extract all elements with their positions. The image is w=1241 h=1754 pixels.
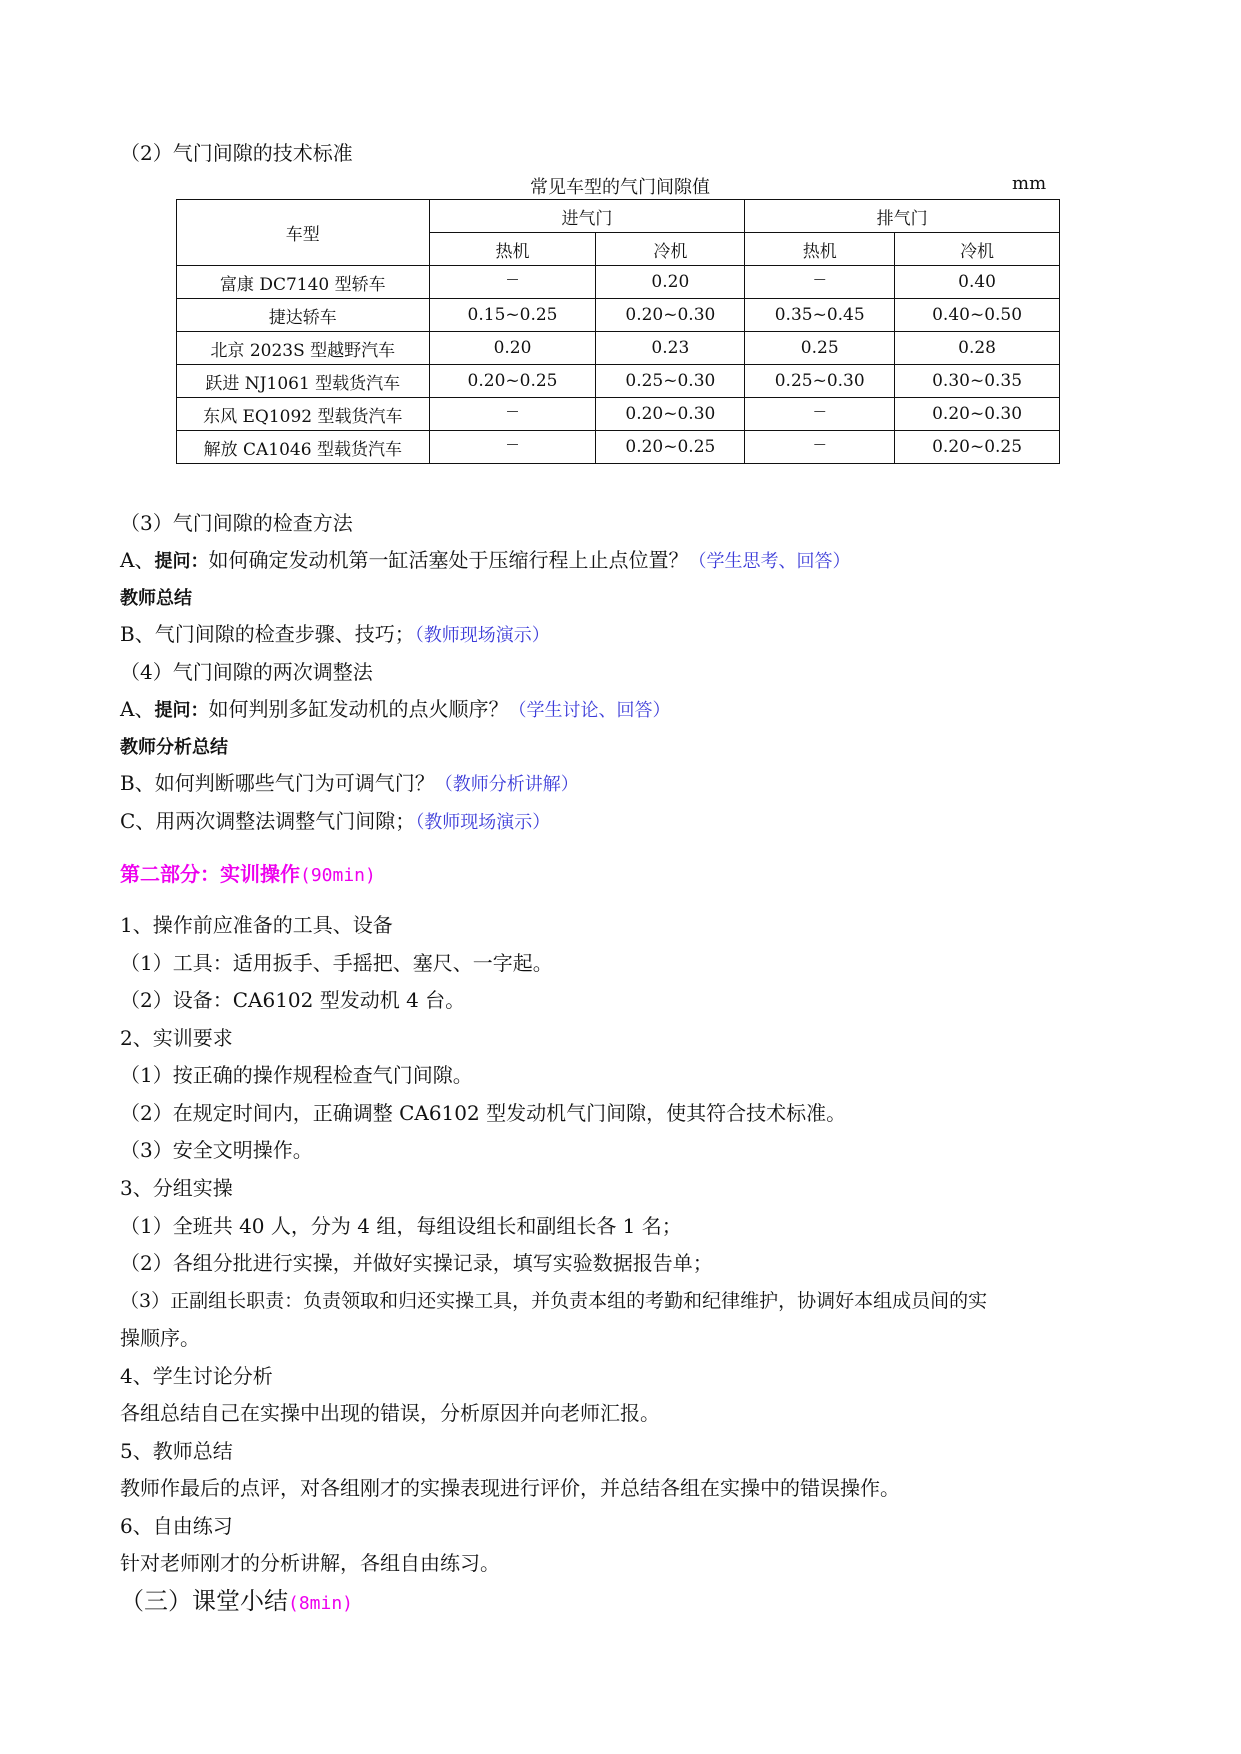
- cell-in-cold: 0.20~0.30: [596, 299, 745, 332]
- body-line-2: （1）工具：适用扳手、手摇把、塞尺、一字起。: [120, 951, 553, 975]
- part-two-heading: 第二部分：实训操作(90min): [120, 862, 376, 886]
- cell-model: 跃进 NJ1061 型载货汽车: [177, 365, 430, 398]
- class-summary-heading: （三）课堂小结(8min): [120, 1587, 354, 1615]
- cell-ex-cold: 0.20~0.30: [895, 398, 1060, 431]
- body-line-7: （3）安全文明操作。: [120, 1138, 313, 1162]
- section-heading-3: （3）气门间隙的检查方法: [120, 511, 353, 535]
- cell-model: 东风 EQ1092 型载货汽车: [177, 398, 430, 431]
- table-caption: 常见车型的气门间隙值: [530, 177, 710, 198]
- table-unit: mm: [1012, 173, 1047, 194]
- cell-ex-hot: —: [745, 266, 895, 299]
- question-a-1: A、提问：如何确定发动机第一缸活塞处于压缩行程上止点位置？（学生思考、回答）: [120, 548, 851, 572]
- body-line-4: 2、实训要求: [120, 1026, 233, 1050]
- cell-in-hot: 0.20~0.25: [429, 365, 596, 398]
- item-b-2: B、如何判断哪些气门为可调气门？（教师分析讲解）: [120, 771, 579, 795]
- body-line-1: 1、操作前应准备的工具、设备: [120, 913, 393, 937]
- body-line-18: 针对老师刚才的分析讲解，各组自由练习。: [120, 1551, 500, 1575]
- item-c-2: C、用两次调整法调整气门间隙；（教师现场演示）: [120, 809, 551, 833]
- cell-in-hot: 0.20: [429, 332, 596, 365]
- cell-ex-cold: 0.40~0.50: [895, 299, 1060, 332]
- cell-model: 解放 CA1046 型载货汽车: [177, 431, 430, 464]
- cell-ex-hot: 0.25~0.30: [745, 365, 895, 398]
- cell-in-hot: 0.15~0.25: [429, 299, 596, 332]
- body-line-10: （2）各组分批进行实操，并做好实操记录，填写实验数据报告单；: [120, 1251, 713, 1275]
- body-line-9: （1）全班共 40 人，分为 4 组，每组设组长和副组长各 1 名；: [120, 1214, 682, 1238]
- body-line-15: 5、教师总结: [120, 1439, 233, 1463]
- body-line-11: （3）正副组长职责：负责领取和归还实操工具，并负责本组的考勤和纪律维护，协调好本组成员间的实: [120, 1290, 988, 1312]
- table-row: [177, 365, 1060, 398]
- table-row: [177, 299, 1060, 332]
- cell-in-cold: 0.20~0.30: [596, 398, 745, 431]
- cell-ex-cold: 0.20~0.25: [895, 431, 1060, 464]
- subheader-exhaust-hot: 热机: [745, 233, 895, 266]
- body-line-8: 3、分组实操: [120, 1176, 233, 1200]
- header-model: 车型: [177, 200, 430, 266]
- cell-ex-cold: 0.28: [895, 332, 1060, 365]
- cell-model: 富康 DC7140 型轿车: [177, 266, 430, 299]
- valve-clearance-table: [176, 199, 1060, 464]
- body-line-14: 各组总结自己在实操中出现的错误，分析原因并向老师汇报。: [120, 1401, 660, 1425]
- cell-model: 捷达轿车: [177, 299, 430, 332]
- teacher-summary-1: 教师总结: [120, 588, 192, 609]
- cell-model: 北京 2023S 型越野汽车: [177, 332, 430, 365]
- cell-in-cold: 0.23: [596, 332, 745, 365]
- teacher-summary-2: 教师分析总结: [120, 737, 228, 758]
- cell-in-cold: 0.20~0.25: [596, 431, 745, 464]
- table-row: [177, 332, 1060, 365]
- header-exhaust: 排气门: [745, 200, 1060, 233]
- cell-ex-hot: 0.35~0.45: [745, 299, 895, 332]
- item-b-1: B、气门间隙的检查步骤、技巧；（教师现场演示）: [120, 622, 550, 646]
- cell-in-hot: —: [429, 266, 596, 299]
- body-line-13: 4、学生讨论分析: [120, 1364, 273, 1388]
- subheader-intake-cold: 冷机: [596, 233, 745, 266]
- question-a-2: A、提问：如何判别多缸发动机的点火顺序？（学生讨论、回答）: [120, 697, 671, 721]
- body-line-16: 教师作最后的点评，对各组刚才的实操表现进行评价，并总结各组在实操中的错误操作。: [120, 1476, 900, 1500]
- cell-in-cold: 0.25~0.30: [596, 365, 745, 398]
- cell-in-hot: —: [429, 431, 596, 464]
- section-heading-4: （4）气门间隙的两次调整法: [120, 660, 373, 684]
- cell-ex-hot: —: [745, 431, 895, 464]
- cell-ex-hot: —: [745, 398, 895, 431]
- body-line-3: （2）设备：CA6102 型发动机 4 台。: [120, 988, 466, 1012]
- header-intake: 进气门: [429, 200, 745, 233]
- subheader-intake-hot: 热机: [429, 233, 596, 266]
- body-line-17: 6、自由练习: [120, 1514, 233, 1538]
- section-heading-2: （2）气门间隙的技术标准: [120, 141, 353, 165]
- table-row: [177, 266, 1060, 299]
- subheader-exhaust-cold: 冷机: [895, 233, 1060, 266]
- body-line-6: （2）在规定时间内，正确调整 CA6102 型发动机气门间隙，使其符合技术标准。: [120, 1101, 847, 1125]
- cell-in-cold: 0.20: [596, 266, 745, 299]
- table-row: [177, 398, 1060, 431]
- cell-ex-cold: 0.40: [895, 266, 1060, 299]
- cell-ex-cold: 0.30~0.35: [895, 365, 1060, 398]
- body-line-5: （1）按正确的操作规程检查气门间隙。: [120, 1063, 473, 1087]
- body-line-12: 操顺序。: [120, 1326, 200, 1350]
- cell-in-hot: —: [429, 398, 596, 431]
- table-row: [177, 431, 1060, 464]
- cell-ex-hot: 0.25: [745, 332, 895, 365]
- table-header-row: [177, 200, 1060, 233]
